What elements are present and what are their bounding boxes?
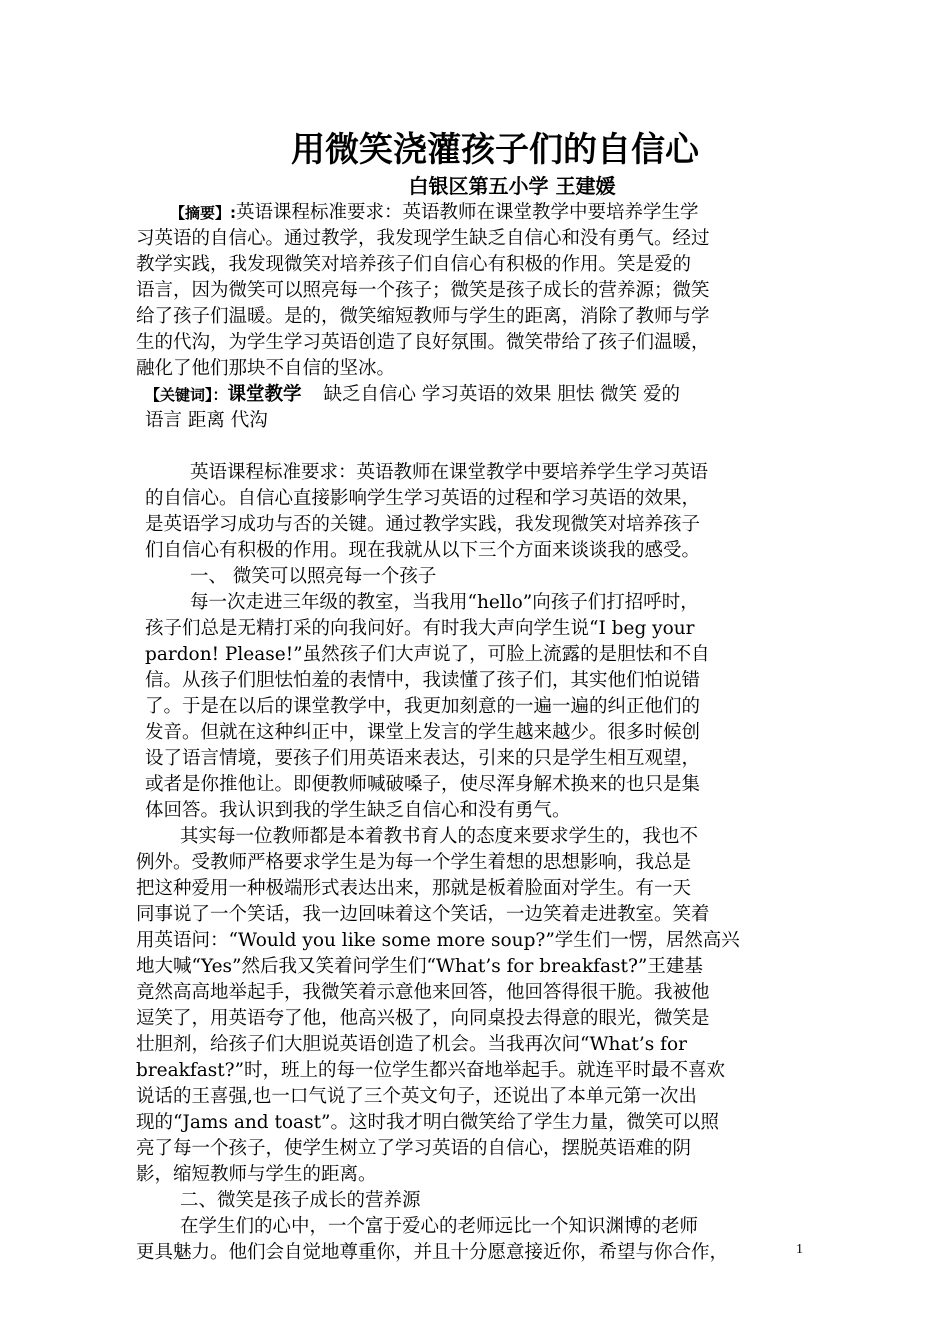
body-line: 影，缩短教师与学生的距离。	[136, 1164, 377, 1185]
document-title: 用微笑浇灌孩子们的自信心	[291, 130, 699, 170]
keywords-label: 【关键词】：	[145, 386, 228, 404]
body-line: 亮了每一个孩子，使学生树立了学习英语的自信心，摆脱英语难的阴	[136, 1138, 692, 1159]
body-line: 或者是你推他让。即便教师喊破嗓子，使尽浑身解术换来的也只是集	[145, 774, 701, 795]
body-line: 例外。受教师严格要求学生是为每一个学生着想的思想影响，我总是	[136, 852, 692, 873]
section-heading: 二、微笑是孩子成长的营养源	[180, 1190, 421, 1211]
body-line: 其实每一位教师都是本着教书育人的态度来要求学生的，我也不	[180, 826, 699, 847]
body-line: 把这种爱用一种极端形式表达出来，那就是板着脸面对学生。有一天	[136, 878, 692, 899]
body-line: 更具魅力。他们会自觉地尊重你，并且十分愿意接近你，希望与你合作，	[136, 1242, 729, 1263]
section-heading: 一、 微笑可以照亮每一个孩子	[190, 566, 437, 587]
abstract-line: 教学实践，我发现微笑对培养孩子们自信心有积极的作用。笑是爱的	[136, 254, 692, 275]
abstract-text: 英语课程标准要求：英语教师在课堂教学中要培养学生学	[236, 202, 699, 223]
abstract-line: 生的代沟，为学生学习英语创造了良好氛围。微笑带给了孩子们温暖，	[136, 332, 710, 353]
keywords-line: 语言 距离 代沟	[145, 410, 268, 431]
keywords-rest: 缺乏自信心 学习英语的效果 胆怯 微笑 爱的	[323, 384, 681, 405]
body-line: 的自信心。自信心直接影响学生学习英语的过程和学习英语的效果，	[145, 488, 701, 509]
body-line: 说话的王喜强,也一口气说了三个英文句子，还说出了本单元第一次出	[136, 1086, 697, 1107]
body-line: 设了语言情境，要孩子们用英语来表达，引来的只是学生相互观望，	[145, 748, 701, 769]
body-line: 在学生们的心中，一个富于爱心的老师远比一个知识渊博的老师	[180, 1216, 699, 1237]
body-line: 同事说了一个笑话，我一边回味着这个笑话，一边笑着走进教室。笑着	[136, 904, 710, 925]
body-line: 体回答。我认识到我的学生缺乏自信心和没有勇气。	[145, 800, 571, 821]
abstract-label: 【摘要】:	[170, 204, 236, 222]
keywords-line	[145, 382, 825, 408]
body-line: 用英语问：“Would you like some more soup?”学生们一愣，居然高兴	[136, 930, 740, 951]
body-line: 孩子们总是无精打采的向我问好。有时我大声向学生说“I beg your	[145, 618, 695, 639]
body-line: 壮胆剂，给孩子们大胆说英语创造了机会。当我再次问“What’s for	[136, 1034, 687, 1055]
body-line: 了。于是在以后的课堂教学中，我更加刻意的一遍一遍的纠正他们的	[145, 696, 701, 717]
keyword-primary: 课堂教学	[227, 384, 302, 405]
abstract-line: 给了孩子们温暖。是的，微笑缩短教师与学生的距离，消除了教师与学	[136, 306, 710, 327]
abstract-line: 语言，因为微笑可以照亮每一个孩子；微笑是孩子成长的营养源；微笑	[136, 280, 710, 301]
body-line: 地大喊“Yes”然后我又笑着问学生们“What’s for breakfast?”王建基	[136, 956, 703, 977]
abstract-line	[170, 200, 810, 226]
body-line: 们自信心有积极的作用。现在我就从以下三个方面来谈谈我的感受。	[145, 540, 701, 561]
abstract-line: 习英语的自信心。通过教学，我发现学生缺乏自信心和没有勇气。经过	[136, 228, 710, 249]
page-number: 1	[796, 1242, 803, 1257]
body-line: breakfast?”时，班上的每一位学生都兴奋地举起手。就连平时最不喜欢	[136, 1060, 726, 1081]
body-line: 英语课程标准要求：英语教师在课堂教学中要培养学生学习英语	[190, 462, 709, 483]
body-line: 是英语学习成功与否的关键。通过教学实践，我发现微笑对培养孩子	[145, 514, 701, 535]
author-line: 白银区第五小学 王建媛	[408, 174, 616, 198]
body-line: 现的“Jams and toast”。这时我才明白微笑给了学生力量，微笑可以照	[136, 1112, 719, 1133]
body-line: pardon! Please!”虽然孩子们大声说了，可脸上流露的是胆怯和不自	[145, 644, 710, 665]
body-line: 每一次走进三年级的教室，当我用“hello”向孩子们打招呼时，	[190, 592, 699, 613]
body-line: 逗笑了，用英语夸了他，他高兴极了，向同桌投去得意的眼光，微笑是	[136, 1008, 710, 1029]
body-line: 发音。但就在这种纠正中，课堂上发言的学生越来越少。很多时候创	[145, 722, 701, 743]
abstract-line: 融化了他们那块不自信的坚冰。	[136, 358, 396, 379]
body-line: 竟然高高地举起手，我微笑着示意他来回答，他回答得很干脆。我被他	[136, 982, 710, 1003]
body-line: 信。从孩子们胆怯怕羞的表情中，我读懂了孩子们，其实他们怕说错	[145, 670, 701, 691]
